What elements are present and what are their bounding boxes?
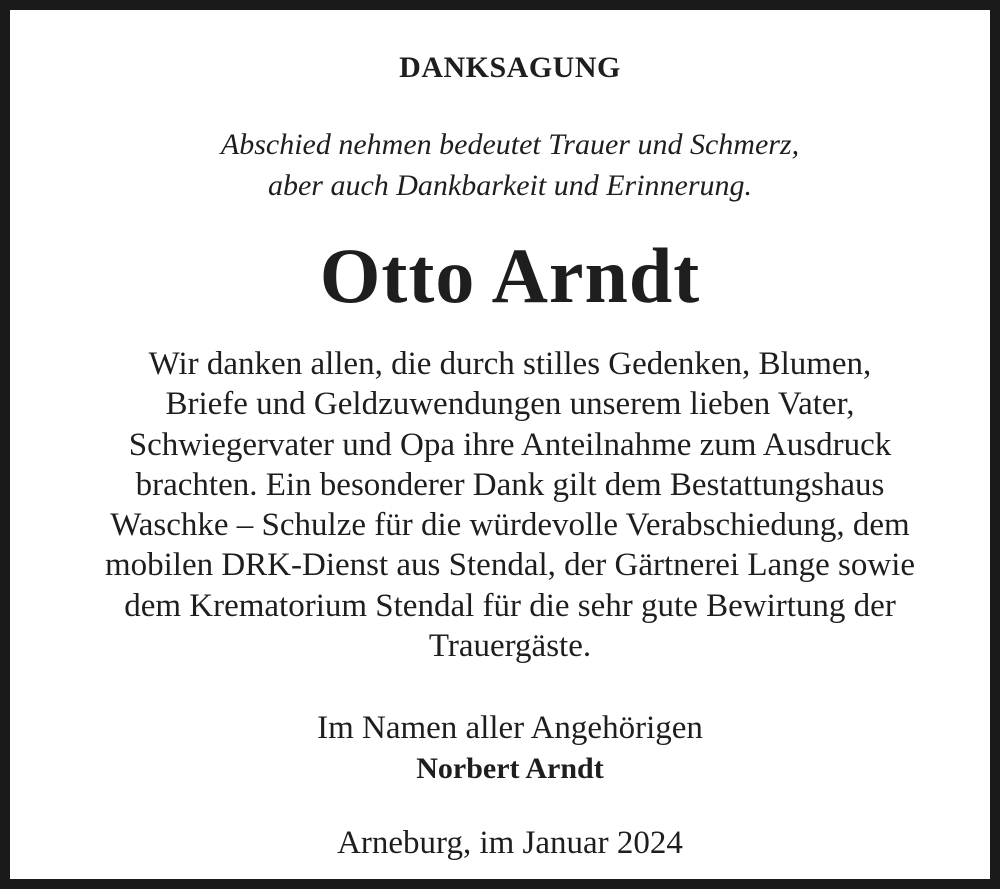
motto-quote bbox=[20, 124, 1000, 206]
paragraph-line: Schwiegervater und Opa ihre Anteilnahme zum Ausdruck bbox=[128, 426, 892, 463]
motto-line: aber auch Dankbarkeit und Erinnerung. bbox=[267, 169, 753, 202]
paragraph-line: Wir danken allen, die durch stilles Gedenken, Blumen, bbox=[148, 346, 872, 382]
signer-name: Norbert Arndt bbox=[416, 752, 604, 785]
thanks-paragraph bbox=[20, 344, 1000, 666]
deceased-name: Otto Arndt bbox=[319, 232, 701, 319]
motto-line: Abschied nehmen bedeutet Trauer und Schmerz, bbox=[220, 128, 800, 161]
signature-intro: Im Namen aller Angehörigen bbox=[317, 710, 703, 746]
place-and-date: Arneburg, im Januar 2024 bbox=[337, 825, 683, 861]
notice-heading: DANKSAGUNG bbox=[399, 51, 621, 84]
paragraph-line: Trauergäste. bbox=[428, 628, 592, 665]
paragraph-line: Briefe und Geldzuwendungen unserem lieben Vater, bbox=[165, 386, 855, 423]
paragraph-line: dem Krematorium Stendal für die sehr gute Bewirtung der bbox=[124, 587, 896, 624]
notice-content bbox=[20, 20, 1000, 889]
paragraph-line: brachten. Ein besonderer Dank gilt dem Bestattungshaus bbox=[135, 466, 885, 503]
paragraph-line: mobilen DRK-Dienst aus Stendal, der Gärtnerei Lange sowie bbox=[104, 547, 916, 584]
paragraph-line: Waschke – Schulze für die würdevolle Verabschiedung, dem bbox=[110, 507, 910, 544]
